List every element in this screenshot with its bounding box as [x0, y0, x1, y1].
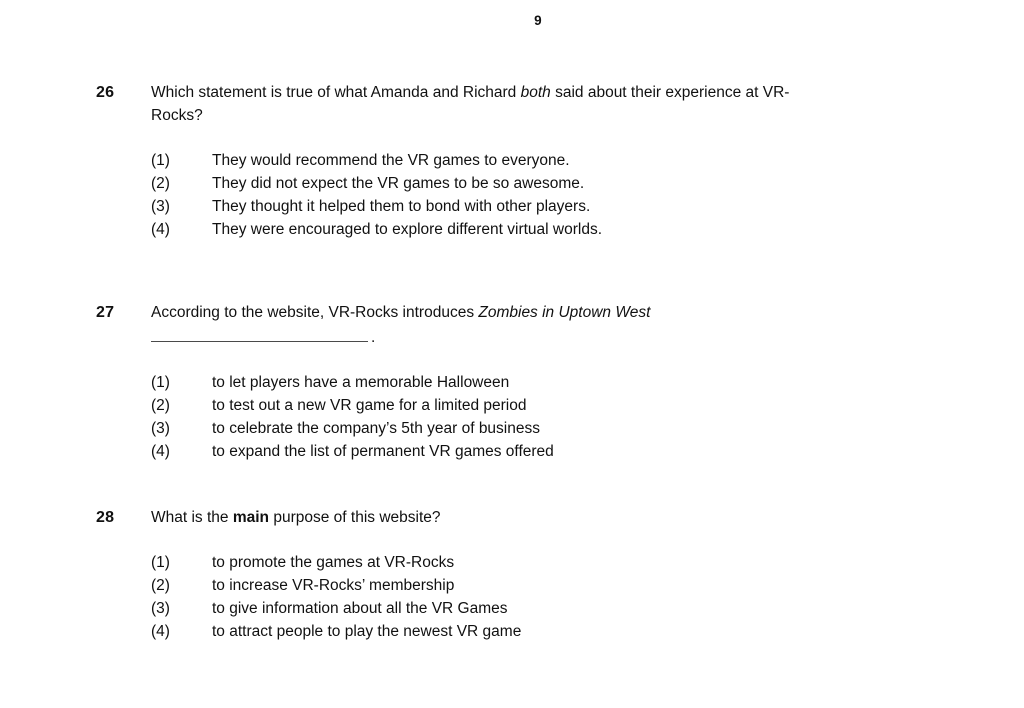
option-text: to promote the games at VR-Rocks — [212, 554, 455, 571]
question-26 — [96, 81, 811, 241]
option-28-1 — [151, 551, 811, 574]
question-27-number: 27 — [96, 304, 115, 321]
question-26-body — [151, 81, 811, 241]
answer-blank — [151, 324, 368, 342]
option-label: (2) — [151, 577, 170, 594]
option-27-4 — [151, 440, 811, 463]
question-26-options — [151, 149, 811, 241]
option-label: (1) — [151, 152, 170, 169]
question-26-stem: Which statement is true of what Amanda and Richard both said about their experience at VR-Rocks? — [151, 84, 790, 124]
question-27-body — [151, 301, 811, 463]
option-26-4 — [151, 218, 811, 241]
option-label: (3) — [151, 600, 170, 617]
option-label: (3) — [151, 198, 170, 215]
option-label: (4) — [151, 623, 170, 640]
option-label: (1) — [151, 374, 170, 391]
question-27 — [96, 301, 811, 463]
question-27-stem-text: According to the website, VR-Rocks introduces Zombies in Uptown West — [151, 304, 651, 321]
option-28-3 — [151, 597, 811, 620]
option-text: to celebrate the company’s 5th year of business — [212, 420, 540, 437]
option-27-2 — [151, 394, 811, 417]
question-28 — [96, 506, 811, 643]
option-text: to expand the list of permanent VR games offered — [212, 443, 554, 460]
option-label: (1) — [151, 554, 170, 571]
blank-suffix: . — [371, 329, 376, 346]
option-27-3 — [151, 417, 811, 440]
option-label: (4) — [151, 443, 170, 460]
option-text: They thought it helped them to bond with other players. — [212, 198, 591, 215]
question-27-options — [151, 371, 811, 463]
option-text: to increase VR-Rocks’ membership — [212, 577, 455, 594]
option-26-3 — [151, 195, 811, 218]
option-label: (2) — [151, 397, 170, 414]
option-28-4 — [151, 620, 811, 643]
question-28-body — [151, 506, 811, 643]
option-26-2 — [151, 172, 811, 195]
question-28-number: 28 — [96, 509, 115, 526]
option-text: They were encouraged to explore different virtual worlds. — [212, 221, 603, 238]
option-text: to give information about all the VR Games — [212, 600, 508, 617]
option-text: to test out a new VR game for a limited period — [212, 397, 527, 414]
question-28-stem: What is the main purpose of this website? — [151, 509, 441, 526]
option-text: They would recommend the VR games to everyone. — [212, 152, 570, 169]
option-28-2 — [151, 574, 811, 597]
option-text: They did not expect the VR games to be so awesome. — [212, 175, 585, 192]
option-27-1 — [151, 371, 811, 394]
option-label: (3) — [151, 420, 170, 437]
option-text: to attract people to play the newest VR game — [212, 623, 522, 640]
question-28-options — [151, 551, 811, 643]
question-26-number: 26 — [96, 84, 115, 101]
option-label: (2) — [151, 175, 170, 192]
question-27-stem — [151, 301, 806, 349]
option-text: to let players have a memorable Halloween — [212, 374, 510, 391]
option-label: (4) — [151, 221, 170, 238]
page-number: 9 — [534, 13, 542, 28]
option-26-1 — [151, 149, 811, 172]
